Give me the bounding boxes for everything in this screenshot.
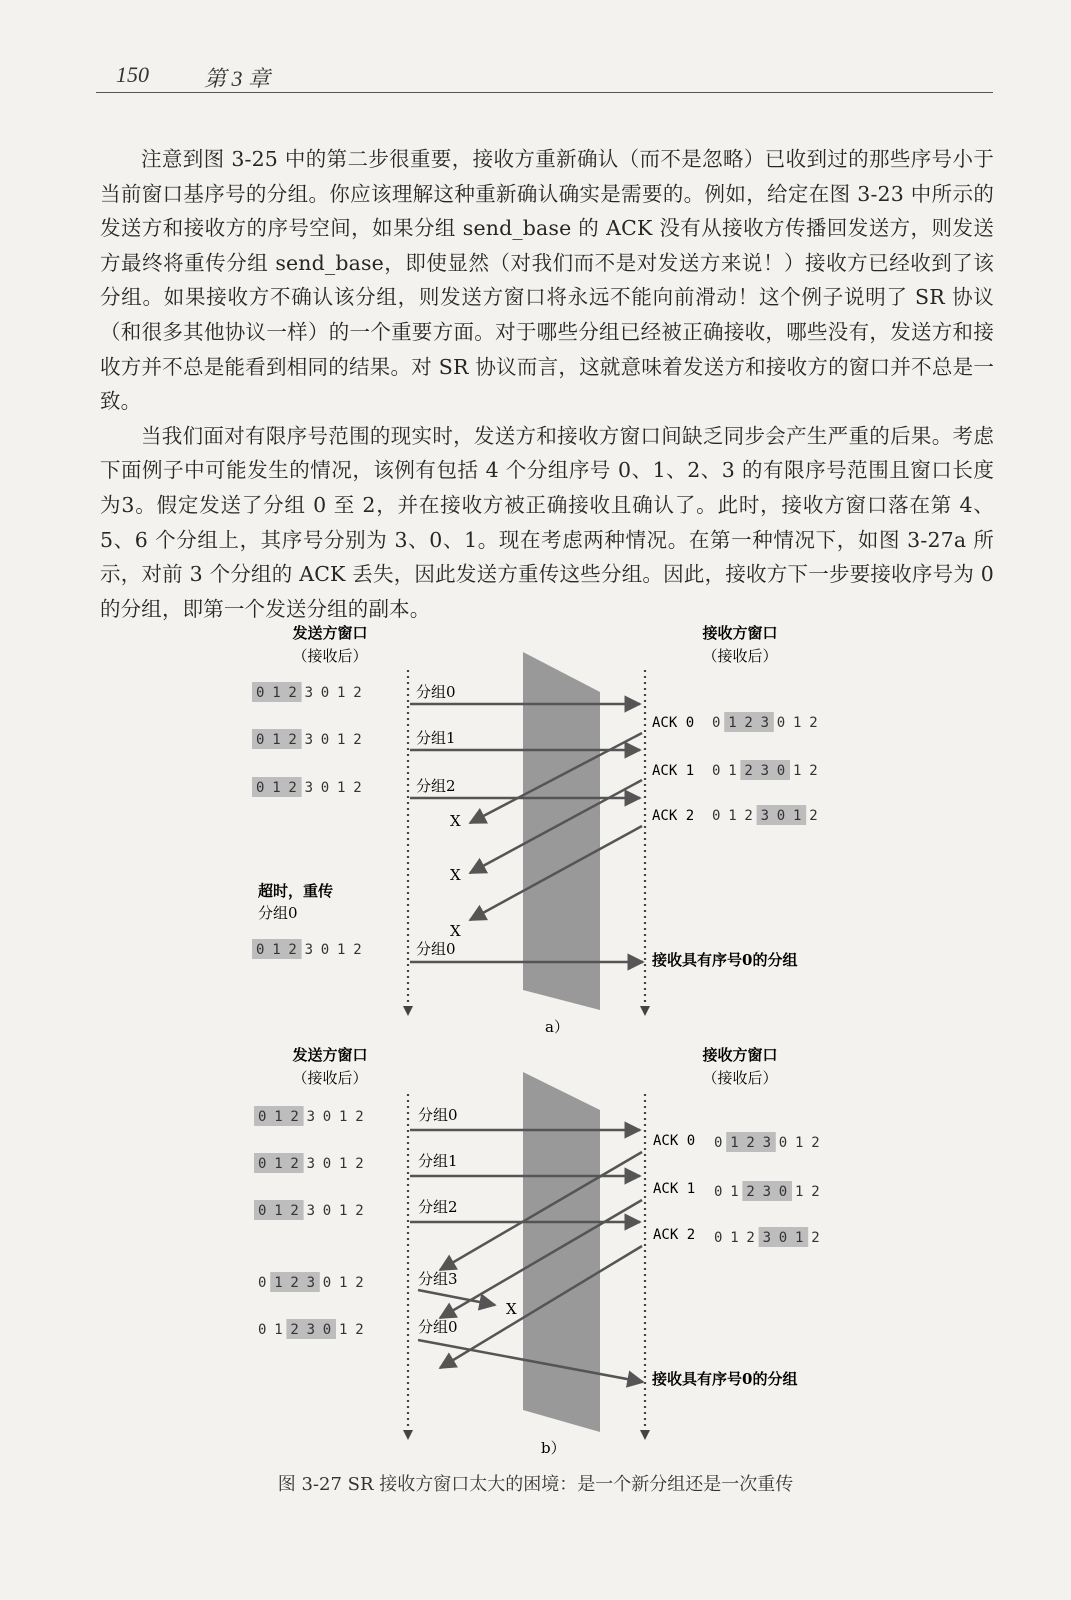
seq-number: 1 xyxy=(339,1203,348,1219)
seq-number: 1 xyxy=(730,1230,739,1246)
b-packet2-label: 分组2 xyxy=(418,1198,458,1216)
seq-number: 0 xyxy=(322,1322,332,1338)
a-sender-window-3 xyxy=(252,777,362,797)
seq-number: 0 xyxy=(776,715,786,731)
seq-number: 1 xyxy=(274,1156,283,1172)
seq-number: 2 xyxy=(744,808,753,824)
b-sender-window-1 xyxy=(254,1106,364,1126)
seq-number: 1 xyxy=(337,780,346,796)
a-sender-window-4 xyxy=(252,939,362,959)
b-sender-title: 发送方窗口 xyxy=(292,1046,368,1064)
seq-number: 0 xyxy=(322,1203,332,1219)
b-receiver-title: 接收方窗口 xyxy=(702,1046,778,1064)
seq-number: 2 xyxy=(811,1135,820,1151)
seq-number: 1 xyxy=(274,1203,283,1219)
seq-number: 0 xyxy=(258,1109,267,1125)
seq-number: 2 xyxy=(290,1275,299,1291)
b-sender-window-2 xyxy=(254,1153,364,1173)
a-receiver-subtitle: （接收后） xyxy=(702,647,778,665)
seq-number: 1 xyxy=(272,942,281,958)
a-packet0-resend-label: 分组0 xyxy=(416,940,456,958)
paragraph-1: 注意到图 3-25 中的第二步很重要，接收方重新确认（而不是忽略）已收到过的那些序号小于当前窗口基序号的分组。你应该理解这种重新确认确实是需要的。例如，给定在图 3-23 中所示的发送方和接收方的序号空间，如果分组 send_base 的 ACK 没有从接收方传播回发送方，则发送方最终将重传分组 send_base，即使显然（对我们而不是对发送方来说！）接收方已经收到了该分组。如果接收方不确认该分组，则发送方窗口将永远不能向前滑动！这个例子说明了 SR 协议（和很多其他协议一样）的一个重要方面。对于哪些分组已经被正确接收，哪些没有，发送方和接收方并不总是能看到相同的结果。对 SR 协议而言，这就意味着发送方和接收方的窗口并不总是一致。 xyxy=(100,147,994,414)
seq-number: 0 xyxy=(320,780,330,796)
seq-number: 1 xyxy=(339,1275,348,1291)
seq-number: 1 xyxy=(274,1322,283,1338)
seq-number: 0 xyxy=(256,942,265,958)
a-sender-window-2 xyxy=(252,729,362,749)
panel-b-label: b） xyxy=(541,1439,566,1457)
seq-number: 2 xyxy=(290,1156,299,1172)
seq-number: 0 xyxy=(712,808,721,824)
seq-number: 1 xyxy=(795,1184,804,1200)
seq-number: 0 xyxy=(322,1109,332,1125)
b-ack2-label: ACK 2 xyxy=(653,1227,696,1243)
seq-number: 1 xyxy=(728,763,737,779)
b-sender-subtitle: （接收后） xyxy=(292,1069,368,1087)
a-sender-subtitle: （接收后） xyxy=(292,647,368,665)
seq-number: 0 xyxy=(256,685,265,701)
seq-number: 2 xyxy=(355,1322,364,1338)
a-lost-mark-2: X xyxy=(450,866,461,884)
page-number: 150 xyxy=(116,62,149,87)
seq-number: 1 xyxy=(339,1322,348,1338)
seq-number: 3 xyxy=(306,1109,316,1125)
seq-number: 1 xyxy=(274,1275,283,1291)
seq-number: 0 xyxy=(714,1230,723,1246)
seq-number: 3 xyxy=(760,763,770,779)
b-receiver-window-1 xyxy=(714,1132,820,1152)
seq-number: 3 xyxy=(762,1184,772,1200)
seq-number: 2 xyxy=(355,1275,364,1291)
seq-number: 0 xyxy=(256,780,265,796)
seq-number: 2 xyxy=(288,942,297,958)
seq-number: 2 xyxy=(353,732,362,748)
a-receiver-window-1 xyxy=(712,712,818,732)
seq-number: 1 xyxy=(728,808,737,824)
seq-number: 2 xyxy=(290,1322,299,1338)
seq-number: 2 xyxy=(288,732,297,748)
seq-number: 1 xyxy=(337,732,346,748)
seq-number: 1 xyxy=(272,780,281,796)
seq-number: 3 xyxy=(304,685,314,701)
seq-number: 2 xyxy=(809,763,818,779)
seq-number: 0 xyxy=(256,732,265,748)
seq-number: 1 xyxy=(272,685,281,701)
seq-number: 2 xyxy=(744,715,753,731)
a-sender-window-1 xyxy=(252,682,362,702)
a-channel xyxy=(523,652,600,1010)
seq-number: 2 xyxy=(355,1109,364,1125)
b-receiver-window-3 xyxy=(714,1227,820,1247)
a-ack1-label: ACK 1 xyxy=(652,763,695,779)
a-packet1-label: 分组1 xyxy=(416,729,456,747)
b-receiver-timeline-arrow xyxy=(640,1430,650,1440)
seq-number: 0 xyxy=(714,1184,723,1200)
a-lost-mark-1: X xyxy=(450,812,461,830)
seq-number: 0 xyxy=(320,942,330,958)
b-packet0-label: 分组0 xyxy=(418,1106,458,1124)
a-timeout-packet: 分组0 xyxy=(258,904,298,922)
seq-number: 1 xyxy=(728,715,737,731)
seq-number: 0 xyxy=(712,763,721,779)
seq-number: 0 xyxy=(320,732,330,748)
seq-number: 0 xyxy=(776,763,786,779)
seq-number: 0 xyxy=(322,1156,332,1172)
seq-number: 1 xyxy=(337,685,346,701)
seq-number: 1 xyxy=(730,1135,739,1151)
b-lost-mark: X xyxy=(506,1300,517,1318)
a-sender-title: 发送方窗口 xyxy=(292,624,368,642)
seq-number: 1 xyxy=(730,1184,739,1200)
seq-number: 0 xyxy=(258,1203,267,1219)
a-sender-timeline-arrow xyxy=(403,1006,413,1016)
seq-number: 0 xyxy=(322,1275,332,1291)
chapter-title: 第 3 章 xyxy=(204,66,271,91)
figure-caption: 图 3-27 SR 接收方窗口太大的困境：是一个新分组还是一次重传 xyxy=(277,1474,794,1495)
b-packet0-new-label: 分组0 xyxy=(418,1318,458,1336)
seq-number: 1 xyxy=(793,763,802,779)
a-ack0-label: ACK 0 xyxy=(652,715,695,731)
seq-number: 2 xyxy=(290,1109,299,1125)
seq-number: 3 xyxy=(304,780,314,796)
seq-number: 3 xyxy=(304,732,314,748)
panel-a-label: a） xyxy=(545,1018,569,1036)
seq-number: 0 xyxy=(258,1275,267,1291)
seq-number: 3 xyxy=(760,715,770,731)
seq-number: 3 xyxy=(306,1275,316,1291)
seq-number: 2 xyxy=(746,1230,755,1246)
seq-number: 2 xyxy=(355,1156,364,1172)
b-sender-window-4 xyxy=(258,1272,364,1292)
seq-number: 1 xyxy=(795,1230,804,1246)
seq-number: 0 xyxy=(776,808,786,824)
b-packet1-label: 分组1 xyxy=(418,1152,458,1170)
seq-number: 2 xyxy=(353,780,362,796)
b-receiver-window-2 xyxy=(714,1181,820,1201)
seq-number: 2 xyxy=(811,1184,820,1200)
seq-number: 1 xyxy=(793,808,802,824)
paragraph-2: 当我们面对有限序号范围的现实时，发送方和接收方窗口间缺乏同步会产生严重的后果。考虑下面例子中可能发生的情况，该例有包括 4 个分组序号 0、1、2、3 的有限序号范围且窗口长度为3。假定发送了分组 0 至 2，并在接收方被正确接收且确认了。此时，接收方窗口落在第 4、5、6 个分组上，其序号分别为 3、0、1。现在考虑两种情况。在第一种情况下，如图 3-27a 所示，对前 3 个分组的 ACK 丢失，因此发送方重传这些分组。因此，接收方下一步要接收序号为 0 的分组，即第一个发送分组的副本。 xyxy=(100,423,994,621)
seq-number: 1 xyxy=(339,1109,348,1125)
seq-number: 1 xyxy=(274,1109,283,1125)
seq-number: 1 xyxy=(337,942,346,958)
a-timeout-text: 超时，重传 xyxy=(258,882,334,900)
b-sender-timeline-arrow xyxy=(403,1430,413,1440)
seq-number: 3 xyxy=(306,1203,316,1219)
seq-number: 3 xyxy=(304,942,314,958)
b-packet3-label: 分组3 xyxy=(418,1270,458,1288)
seq-number: 3 xyxy=(760,808,770,824)
seq-number: 2 xyxy=(809,808,818,824)
seq-number: 2 xyxy=(746,1184,755,1200)
a-receive-note: 接收具有序号0的分组 xyxy=(652,951,798,969)
seq-number: 2 xyxy=(744,763,753,779)
seq-number: 0 xyxy=(712,715,721,731)
seq-number: 2 xyxy=(746,1135,755,1151)
seq-number: 0 xyxy=(778,1135,788,1151)
seq-number: 2 xyxy=(809,715,818,731)
a-receiver-title: 接收方窗口 xyxy=(702,624,778,642)
seq-number: 1 xyxy=(793,715,802,731)
seq-number: 2 xyxy=(353,942,362,958)
seq-number: 3 xyxy=(762,1135,772,1151)
b-sender-window-3 xyxy=(254,1200,364,1220)
seq-number: 3 xyxy=(306,1156,316,1172)
seq-number: 0 xyxy=(320,685,330,701)
b-sender-window-5 xyxy=(258,1319,364,1339)
seq-number: 1 xyxy=(339,1156,348,1172)
seq-number: 2 xyxy=(288,780,297,796)
a-packet2-label: 分组2 xyxy=(416,777,456,795)
a-packet0-label: 分组0 xyxy=(416,683,456,701)
a-ack2-label: ACK 2 xyxy=(652,808,695,824)
seq-number: 0 xyxy=(778,1184,788,1200)
seq-number: 2 xyxy=(353,685,362,701)
seq-number: 2 xyxy=(355,1203,364,1219)
b-receive-note: 接收具有序号0的分组 xyxy=(652,1370,798,1388)
a-receiver-timeline-arrow xyxy=(640,1006,650,1016)
seq-number: 0 xyxy=(258,1156,267,1172)
seq-number: 3 xyxy=(306,1322,316,1338)
seq-number: 1 xyxy=(795,1135,804,1151)
seq-number: 0 xyxy=(258,1322,267,1338)
b-ack1-label: ACK 1 xyxy=(653,1181,696,1197)
a-receiver-window-2 xyxy=(712,760,818,780)
b-channel xyxy=(523,1072,600,1432)
seq-number: 3 xyxy=(762,1230,772,1246)
b-receiver-subtitle: （接收后） xyxy=(702,1069,778,1087)
seq-number: 0 xyxy=(778,1230,788,1246)
seq-number: 1 xyxy=(272,732,281,748)
a-lost-mark-3: X xyxy=(450,922,461,940)
seq-number: 2 xyxy=(288,685,297,701)
a-receiver-window-3 xyxy=(712,805,818,825)
seq-number: 2 xyxy=(811,1230,820,1246)
seq-number: 2 xyxy=(290,1203,299,1219)
seq-number: 0 xyxy=(714,1135,723,1151)
b-ack0-label: ACK 0 xyxy=(653,1133,696,1149)
